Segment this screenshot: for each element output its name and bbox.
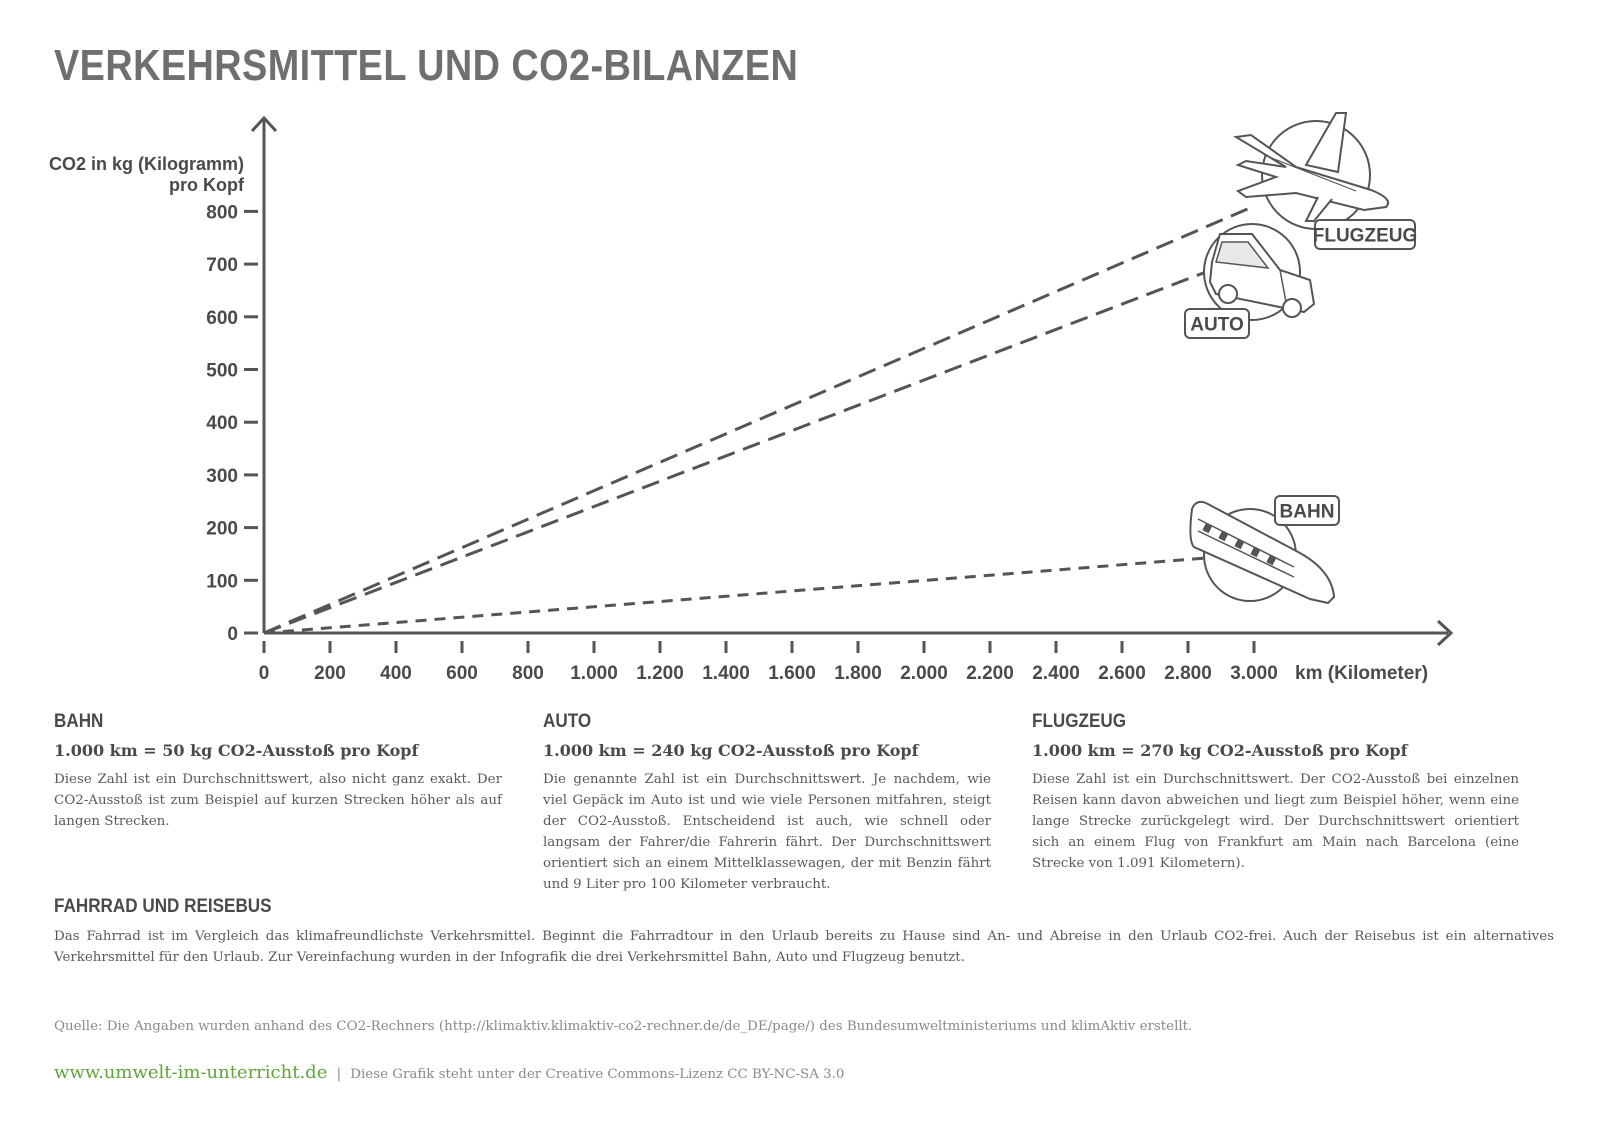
x-tick-label: 2.400 [1032, 663, 1080, 684]
y-tick-label: 400 [206, 413, 238, 435]
section-auto-title: AUTO [543, 711, 592, 732]
x-tick-label: 800 [512, 663, 544, 684]
series-label-bahn: BAHN [1279, 501, 1335, 523]
series-label-auto: AUTO [1190, 314, 1244, 336]
source-note: Quelle: Die Angaben wurden anhand des CO2-Rechners (http://klimaktiv.klimaktiv-co2-rechner.de/de_DE/page/) des Bundesumweltministeriums und klimAktiv erstellt. [54, 1019, 1193, 1034]
section-auto-subtitle: 1.000 km = 240 kg CO2-Ausstoß pro Kopf [543, 741, 919, 760]
x-tick-label: 2.000 [900, 663, 948, 684]
y-tick-label: 600 [206, 307, 238, 329]
x-tick-label: 200 [314, 663, 346, 684]
x-axis-label: km (Kilometer) [1295, 663, 1429, 684]
x-tick-label: 1.600 [768, 663, 816, 684]
x-tick-label: 1.200 [636, 663, 684, 684]
series-line-bahn [264, 558, 1205, 633]
y-tick-label: 200 [206, 518, 238, 540]
page-title: VERKEHRSMITTEL UND CO2-BILANZEN [54, 41, 799, 90]
x-tick-label: 2.800 [1164, 663, 1212, 684]
y-tick-label: 0 [227, 624, 238, 645]
car-icon [1204, 224, 1314, 320]
section-bike-bus-title: FAHRRAD UND REISEBUS [54, 896, 272, 917]
y-tick-label: 500 [206, 360, 238, 382]
y-tick-label: 800 [206, 202, 238, 224]
section-auto-text: Die genannte Zahl ist ein Durchschnittswert. Je nachdem, wie viel Gepäck im Auto ist und wie viele Personen mitfahren, steigt der CO2-Ausstoß. Entscheidend ist auch, wie schnell oder langsam der Fahrer/die Fahrerin fährt. Der Durchschnittswert orientiert sich an einem Mittelklassewagen, der mit Benzin fährt und 9 Liter pro 100 Kilometer verbraucht. [543, 772, 991, 892]
y-tick-label: 100 [206, 571, 238, 593]
section-bahn-title: BAHN [54, 711, 104, 732]
x-tick-label: 600 [446, 663, 478, 684]
y-tick-label: 300 [206, 465, 238, 487]
series-line-auto [264, 254, 1254, 633]
airplane-icon [1236, 113, 1388, 229]
y-axis-label-line1: CO2 in kg (Kilogramm) [48, 154, 244, 174]
x-tick-label: 1.000 [570, 663, 618, 684]
x-tick-label: 1.400 [702, 663, 750, 684]
series-label-flugzeug: FLUGZEUG [1312, 225, 1418, 247]
x-tick-label: 3.000 [1230, 663, 1278, 684]
series-line-flugzeug [264, 206, 1254, 633]
y-tick-label: 700 [206, 255, 238, 277]
section-bahn-text: Diese Zahl ist ein Durchschnittswert, also nicht ganz exakt. Der CO2-Ausstoß ist zum Beispiel auf kurzen Strecken höher als auf langen Strecken. [54, 772, 502, 829]
x-tick-label: 2.200 [966, 663, 1014, 684]
section-bike-bus-text: Das Fahrrad ist im Vergleich das klimafreundlichste Verkehrsmittel. Beginnt die Fahrradtour in den Urlaub bereits zu Hause sind An- und Abreise in den Urlaub CO2-frei. Auch der Reisebus ist ein alternatives Verkehrsmittel für den Urlaub. Zur Vereinfachung wurden in der Infografik die drei Verkehrsmittel Bahn, Auto und Flugzeug benutzt. [54, 929, 1554, 965]
x-tick-label: 0 [258, 663, 270, 684]
y-axis-label-line2: pro Kopf [169, 175, 244, 195]
section-bahn-subtitle: 1.000 km = 50 kg CO2-Ausstoß pro Kopf [54, 741, 419, 760]
section-flugzeug-text: Diese Zahl ist ein Durchschnittswert. Der CO2-Ausstoß bei einzelnen Reisen kann davon abweichen und liegt zum Beispiel höher, wenn eine lange Strecke zurückgelegt wird. Der Durchschnittswert orientiert sich an einem Flug von Frankfurt am Main nach Barcelona (eine Strecke von 1.091 Kilometern). [1032, 772, 1519, 871]
footer [54, 1062, 844, 1083]
x-tick-label: 400 [380, 663, 412, 684]
section-flugzeug-title: FLUGZEUG [1032, 711, 1127, 732]
license-note: Diese Grafik steht unter der Creative Commons-Lizenz CC BY-NC-SA 3.0 [350, 1067, 845, 1082]
x-tick-label: 1.800 [834, 663, 882, 684]
website-link[interactable]: www.umwelt-im-unterricht.de [54, 1062, 328, 1083]
footer-separator: | [336, 1066, 342, 1082]
x-tick-label: 2.600 [1098, 663, 1146, 684]
section-flugzeug-subtitle: 1.000 km = 270 kg CO2-Ausstoß pro Kopf [1032, 741, 1408, 760]
